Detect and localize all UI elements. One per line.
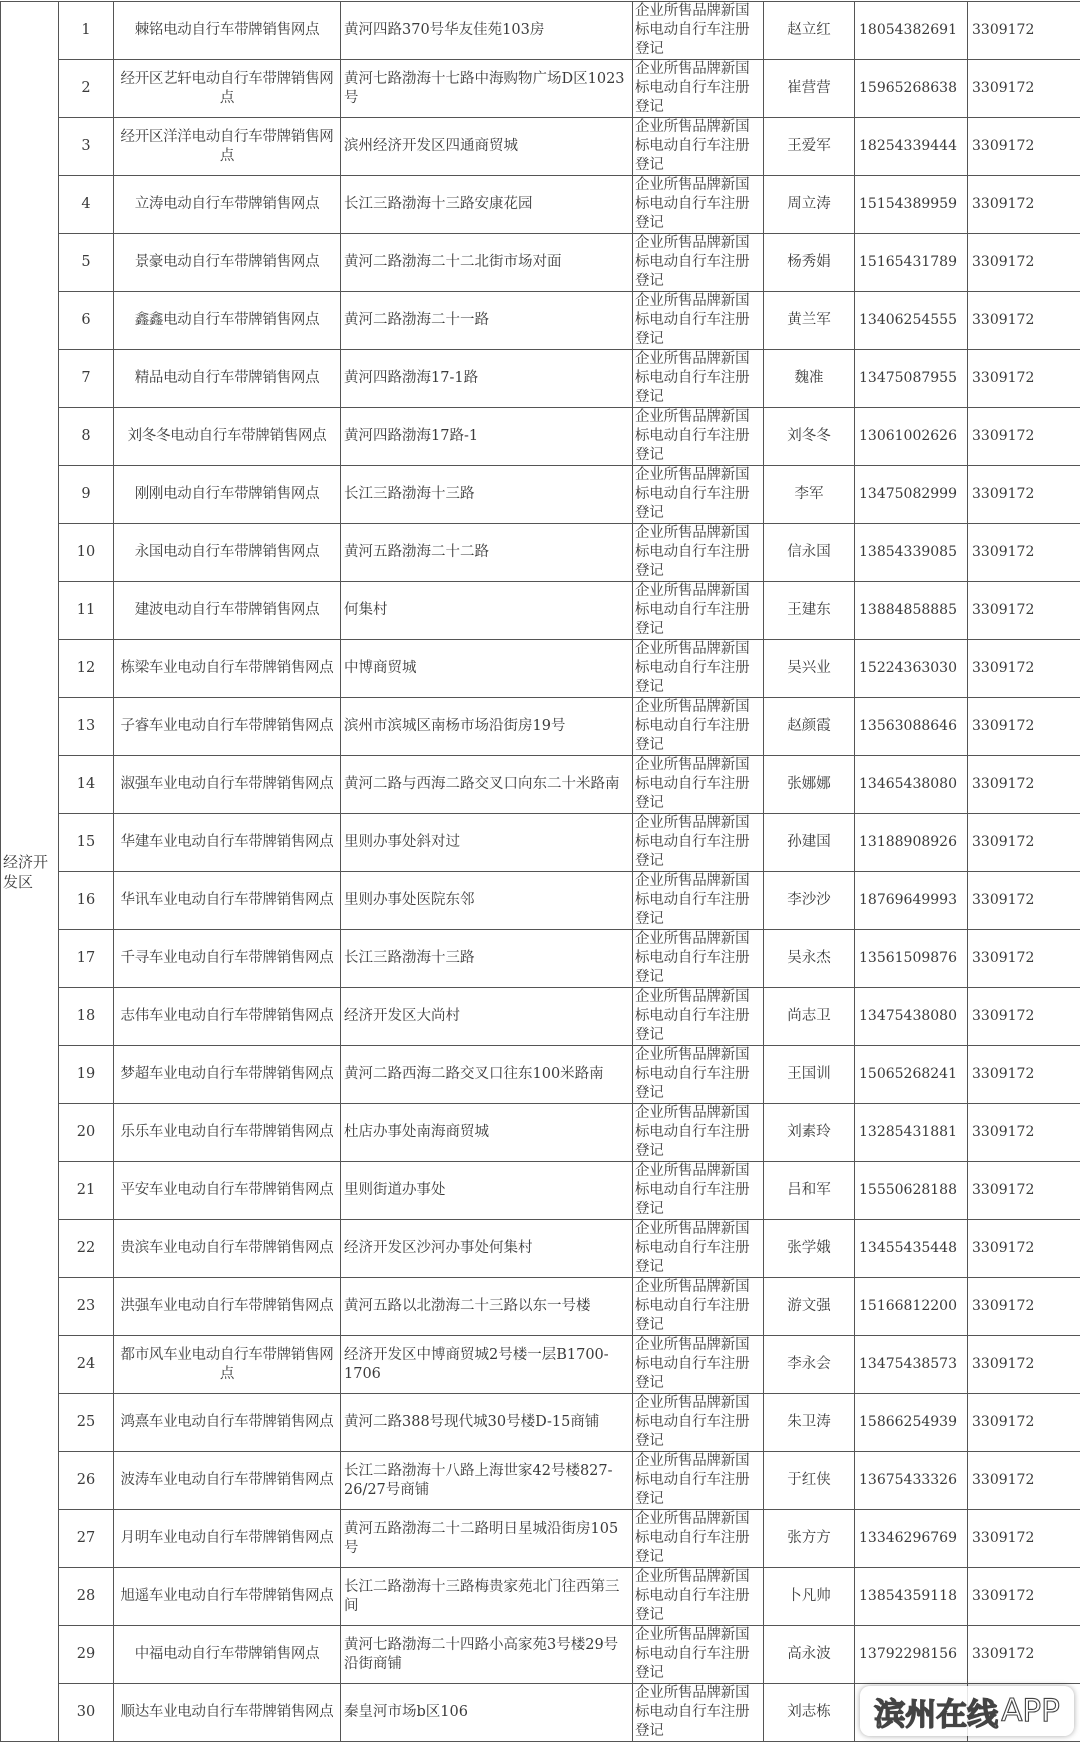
registration-type-cell: 企业所售品牌新国标电动自行车注册登记 (633, 1104, 764, 1162)
address-cell: 黄河四路370号华友佳苑103房 (341, 2, 633, 60)
contact-person-cell: 尚志卫 (764, 988, 855, 1046)
phone-cell: 13561509876 (855, 930, 968, 988)
row-number-cell: 23 (59, 1278, 114, 1336)
row-number-cell: 1 (59, 2, 114, 60)
address-cell: 中博商贸城 (341, 640, 633, 698)
table-row (1, 1510, 1080, 1568)
code-cell: 3309172 (968, 1452, 1080, 1510)
table-row (1, 1452, 1080, 1510)
table-row (1, 234, 1080, 292)
code-cell: 3309172 (968, 1104, 1080, 1162)
phone-cell: 13675433326 (855, 1452, 968, 1510)
contact-person-cell: 王国训 (764, 1046, 855, 1104)
address-cell: 长江三路渤海十三路安康花园 (341, 176, 633, 234)
row-number-cell: 7 (59, 350, 114, 408)
shop-name-cell: 洪强车业电动自行车带牌销售网点 (114, 1278, 341, 1336)
phone-cell: 13792298156 (855, 1626, 968, 1684)
row-number-cell: 22 (59, 1220, 114, 1278)
shop-name-cell: 千寻车业电动自行车带牌销售网点 (114, 930, 341, 988)
row-number-cell: 4 (59, 176, 114, 234)
table-row (1, 350, 1080, 408)
shop-name-cell: 经开区艺轩电动自行车带牌销售网点 (114, 60, 341, 118)
phone-cell: 13061002626 (855, 408, 968, 466)
code-cell: 3309172 (968, 118, 1080, 176)
code-cell: 3309172 (968, 1336, 1080, 1394)
address-cell: 里则办事处医院东邻 (341, 872, 633, 930)
phone-cell: 13854359118 (855, 1568, 968, 1626)
phone-cell: 15965268638 (855, 60, 968, 118)
phone-cell: 18254339444 (855, 118, 968, 176)
registration-type-cell: 企业所售品牌新国标电动自行车注册登记 (633, 988, 764, 1046)
address-cell: 长江三路渤海十三路 (341, 930, 633, 988)
watermark-brand: 滨州在线 (874, 1696, 999, 1733)
phone-cell: 13475438573 (855, 1336, 968, 1394)
code-cell: 3309172 (968, 1278, 1080, 1336)
contact-person-cell: 吴兴业 (764, 640, 855, 698)
code-cell: 3309172 (968, 1162, 1080, 1220)
registration-type-cell: 企业所售品牌新国标电动自行车注册登记 (633, 176, 764, 234)
address-cell: 滨州市滨城区南杨市场沿街房19号 (341, 698, 633, 756)
registration-type-cell: 企业所售品牌新国标电动自行车注册登记 (633, 1336, 764, 1394)
row-number-cell: 16 (59, 872, 114, 930)
row-number-cell: 18 (59, 988, 114, 1046)
contact-person-cell: 刘素玲 (764, 1104, 855, 1162)
address-cell: 黄河七路渤海十七路中海购物广场D区1023号 (341, 60, 633, 118)
code-cell: 3309172 (968, 640, 1080, 698)
code-cell: 3309172 (968, 466, 1080, 524)
row-number-cell: 27 (59, 1510, 114, 1568)
registration-type-cell: 企业所售品牌新国标电动自行车注册登记 (633, 930, 764, 988)
table-row (1, 176, 1080, 234)
code-cell: 3309172 (968, 1626, 1080, 1684)
code-cell: 3309172 (968, 1220, 1080, 1278)
shop-name-cell: 栋梁车业电动自行车带牌销售网点 (114, 640, 341, 698)
registration-type-cell: 企业所售品牌新国标电动自行车注册登记 (633, 1220, 764, 1278)
registration-type-cell: 企业所售品牌新国标电动自行车注册登记 (633, 60, 764, 118)
phone-cell: 13188908926 (855, 814, 968, 872)
contact-person-cell: 李沙沙 (764, 872, 855, 930)
code-cell: 3309172 (968, 176, 1080, 234)
shop-name-cell: 精品电动自行车带牌销售网点 (114, 350, 341, 408)
code-cell: 3309172 (968, 234, 1080, 292)
table-row (1, 1626, 1080, 1684)
code-cell: 3309172 (968, 930, 1080, 988)
contact-person-cell: 赵颜霞 (764, 698, 855, 756)
contact-person-cell: 信永国 (764, 524, 855, 582)
table-row (1, 60, 1080, 118)
dealer-table-body (1, 2, 1080, 1742)
row-number-cell: 6 (59, 292, 114, 350)
phone-cell: 15866254939 (855, 1394, 968, 1452)
table-row (1, 1046, 1080, 1104)
address-cell: 里则街道办事处 (341, 1162, 633, 1220)
address-cell: 何集村 (341, 582, 633, 640)
contact-person-cell: 周立涛 (764, 176, 855, 234)
contact-person-cell: 高永波 (764, 1626, 855, 1684)
contact-person-cell: 赵立红 (764, 2, 855, 60)
registration-type-cell: 企业所售品牌新国标电动自行车注册登记 (633, 2, 764, 60)
address-cell: 长江二路渤海十八路上海世家42号楼827-26/27号商铺 (341, 1452, 633, 1510)
shop-name-cell: 刘冬冬电动自行车带牌销售网点 (114, 408, 341, 466)
table-row (1, 466, 1080, 524)
address-cell: 杜店办事处南海商贸城 (341, 1104, 633, 1162)
code-cell: 3309172 (968, 60, 1080, 118)
phone-cell: 13346296769 (855, 1510, 968, 1568)
address-cell: 黄河二路与西海二路交叉口向东二十米路南 (341, 756, 633, 814)
address-cell: 黄河七路渤海二十四路小高家苑3号楼29号沿街商铺 (341, 1626, 633, 1684)
phone-cell: 13475438080 (855, 988, 968, 1046)
code-cell: 3309172 (968, 1394, 1080, 1452)
table-row (1, 1220, 1080, 1278)
registration-type-cell: 企业所售品牌新国标电动自行车注册登记 (633, 524, 764, 582)
phone-cell: 15154389959 (855, 176, 968, 234)
registration-type-cell: 企业所售品牌新国标电动自行车注册登记 (633, 1568, 764, 1626)
row-number-cell: 17 (59, 930, 114, 988)
code-cell: 3309172 (968, 350, 1080, 408)
registration-type-cell: 企业所售品牌新国标电动自行车注册登记 (633, 814, 764, 872)
contact-person-cell: 黄兰军 (764, 292, 855, 350)
code-cell: 3309172 (968, 698, 1080, 756)
address-cell: 黄河五路以北渤海二十三路以东一号楼 (341, 1278, 633, 1336)
code-cell: 3309172 (968, 408, 1080, 466)
shop-name-cell: 月明车业电动自行车带牌销售网点 (114, 1510, 341, 1568)
contact-person-cell: 李永会 (764, 1336, 855, 1394)
shop-name-cell: 顺达车业电动自行车带牌销售网点 (114, 1684, 341, 1742)
address-cell: 经济开发区沙河办事处何集村 (341, 1220, 633, 1278)
registration-type-cell: 企业所售品牌新国标电动自行车注册登记 (633, 872, 764, 930)
shop-name-cell: 华讯车业电动自行车带牌销售网点 (114, 872, 341, 930)
shop-name-cell: 鑫鑫电动自行车带牌销售网点 (114, 292, 341, 350)
shop-name-cell: 贵滨车业电动自行车带牌销售网点 (114, 1220, 341, 1278)
registration-type-cell: 企业所售品牌新国标电动自行车注册登记 (633, 1626, 764, 1684)
address-cell: 黄河二路渤海二十二北街市场对面 (341, 234, 633, 292)
phone-cell: 13285431881 (855, 1104, 968, 1162)
table-row (1, 988, 1080, 1046)
address-cell: 黄河四路渤海17路-1 (341, 408, 633, 466)
row-number-cell: 20 (59, 1104, 114, 1162)
contact-person-cell: 卜凡帅 (764, 1568, 855, 1626)
table-row (1, 872, 1080, 930)
table-row (1, 582, 1080, 640)
address-cell: 里则办事处斜对过 (341, 814, 633, 872)
shop-name-cell: 棘铭电动自行车带牌销售网点 (114, 2, 341, 60)
address-cell: 秦皇河市场b区106 (341, 1684, 633, 1742)
dealer-table (0, 1, 1080, 1742)
watermark-suffix: APP (1001, 1693, 1060, 1729)
code-cell: 3309172 (968, 582, 1080, 640)
phone-cell: 13465438080 (855, 756, 968, 814)
address-cell: 黄河二路388号现代城30号楼D-15商铺 (341, 1394, 633, 1452)
address-cell: 黄河二路渤海二十一路 (341, 292, 633, 350)
phone-cell: 13475087955 (855, 350, 968, 408)
code-cell: 3309172 (968, 1568, 1080, 1626)
shop-name-cell: 都市风车业电动自行车带牌销售网点 (114, 1336, 341, 1394)
address-cell: 经济开发区中博商贸城2号楼一层B1700-1706 (341, 1336, 633, 1394)
registration-type-cell: 企业所售品牌新国标电动自行车注册登记 (633, 292, 764, 350)
shop-name-cell: 景豪电动自行车带牌销售网点 (114, 234, 341, 292)
phone-cell: 15166812200 (855, 1278, 968, 1336)
shop-name-cell: 子睿车业电动自行车带牌销售网点 (114, 698, 341, 756)
registration-type-cell: 企业所售品牌新国标电动自行车注册登记 (633, 1394, 764, 1452)
contact-person-cell: 吴永杰 (764, 930, 855, 988)
registration-type-cell: 企业所售品牌新国标电动自行车注册登记 (633, 118, 764, 176)
registration-type-cell: 企业所售品牌新国标电动自行车注册登记 (633, 1510, 764, 1568)
registration-type-cell: 企业所售品牌新国标电动自行车注册登记 (633, 698, 764, 756)
code-cell: 3309172 (968, 2, 1080, 60)
code-cell: 3309172 (968, 756, 1080, 814)
registration-type-cell: 企业所售品牌新国标电动自行车注册登记 (633, 466, 764, 524)
contact-person-cell: 刘冬冬 (764, 408, 855, 466)
phone-cell: 18769649993 (855, 872, 968, 930)
registration-type-cell: 企业所售品牌新国标电动自行车注册登记 (633, 1452, 764, 1510)
row-number-cell: 12 (59, 640, 114, 698)
shop-name-cell: 建波电动自行车带牌销售网点 (114, 582, 341, 640)
row-number-cell: 14 (59, 756, 114, 814)
address-cell: 黄河五路渤海二十二路明日星城沿街房105号 (341, 1510, 633, 1568)
registration-type-cell: 企业所售品牌新国标电动自行车注册登记 (633, 582, 764, 640)
shop-name-cell: 经开区洋洋电动自行车带牌销售网点 (114, 118, 341, 176)
contact-person-cell: 王建东 (764, 582, 855, 640)
address-cell: 黄河二路西海二路交叉口往东100米路南 (341, 1046, 633, 1104)
registration-type-cell: 企业所售品牌新国标电动自行车注册登记 (633, 234, 764, 292)
registration-type-cell: 企业所售品牌新国标电动自行车注册登记 (633, 1046, 764, 1104)
address-cell: 黄河四路渤海17-1路 (341, 350, 633, 408)
address-cell: 滨州经济开发区四通商贸城 (341, 118, 633, 176)
shop-name-cell: 永国电动自行车带牌销售网点 (114, 524, 341, 582)
shop-name-cell: 平安车业电动自行车带牌销售网点 (114, 1162, 341, 1220)
phone-cell: 15550628188 (855, 1162, 968, 1220)
row-number-cell: 30 (59, 1684, 114, 1742)
row-number-cell: 2 (59, 60, 114, 118)
shop-name-cell: 立涛电动自行车带牌销售网点 (114, 176, 341, 234)
row-number-cell: 21 (59, 1162, 114, 1220)
row-number-cell: 5 (59, 234, 114, 292)
row-number-cell: 19 (59, 1046, 114, 1104)
contact-person-cell: 吕和军 (764, 1162, 855, 1220)
row-number-cell: 3 (59, 118, 114, 176)
row-number-cell: 11 (59, 582, 114, 640)
code-cell: 3309172 (968, 814, 1080, 872)
contact-person-cell: 魏准 (764, 350, 855, 408)
registration-type-cell: 企业所售品牌新国标电动自行车注册登记 (633, 1278, 764, 1336)
contact-person-cell: 刘志栋 (764, 1684, 855, 1742)
shop-name-cell: 鸿熹车业电动自行车带牌销售网点 (114, 1394, 341, 1452)
table-row (1, 930, 1080, 988)
contact-person-cell: 孙建国 (764, 814, 855, 872)
shop-name-cell: 淑强车业电动自行车带牌销售网点 (114, 756, 341, 814)
shop-name-cell: 乐乐车业电动自行车带牌销售网点 (114, 1104, 341, 1162)
shop-name-cell: 志伟车业电动自行车带牌销售网点 (114, 988, 341, 1046)
row-number-cell: 25 (59, 1394, 114, 1452)
row-number-cell: 13 (59, 698, 114, 756)
table-row (1, 814, 1080, 872)
contact-person-cell: 张学娥 (764, 1220, 855, 1278)
table-row (1, 756, 1080, 814)
shop-name-cell: 梦超车业电动自行车带牌销售网点 (114, 1046, 341, 1104)
phone-cell: 15065268241 (855, 1046, 968, 1104)
row-number-cell: 29 (59, 1626, 114, 1684)
registration-type-cell: 企业所售品牌新国标电动自行车注册登记 (633, 1684, 764, 1742)
contact-person-cell: 李军 (764, 466, 855, 524)
row-number-cell: 8 (59, 408, 114, 466)
table-row (1, 524, 1080, 582)
contact-person-cell: 张方方 (764, 1510, 855, 1568)
phone-cell: 13854339085 (855, 524, 968, 582)
contact-person-cell: 王爱军 (764, 118, 855, 176)
phone-cell: 18054382691 (855, 2, 968, 60)
registration-type-cell: 企业所售品牌新国标电动自行车注册登记 (633, 756, 764, 814)
contact-person-cell: 张娜娜 (764, 756, 855, 814)
registration-type-cell: 企业所售品牌新国标电动自行车注册登记 (633, 640, 764, 698)
table-row (1, 1568, 1080, 1626)
phone-cell: 13884858885 (855, 582, 968, 640)
shop-name-cell: 波涛车业电动自行车带牌销售网点 (114, 1452, 341, 1510)
table-row (1, 1104, 1080, 1162)
watermark-logo (860, 1686, 1074, 1736)
table-row (1, 640, 1080, 698)
phone-cell: 13406254555 (855, 292, 968, 350)
region-cell: 经济开发区 (1, 2, 59, 1742)
code-cell: 3309172 (968, 1510, 1080, 1568)
code-cell: 3309172 (968, 292, 1080, 350)
table-row (1, 698, 1080, 756)
code-cell: 3309172 (968, 1046, 1080, 1104)
address-cell: 黄河五路渤海二十二路 (341, 524, 633, 582)
row-number-cell: 28 (59, 1568, 114, 1626)
registration-type-cell: 企业所售品牌新国标电动自行车注册登记 (633, 1162, 764, 1220)
contact-person-cell: 于红侠 (764, 1452, 855, 1510)
phone-cell: 15224363030 (855, 640, 968, 698)
table-row (1, 408, 1080, 466)
address-cell: 经济开发区大尚村 (341, 988, 633, 1046)
table-row (1, 1336, 1080, 1394)
code-cell: 3309172 (968, 524, 1080, 582)
table-row (1, 118, 1080, 176)
table-row (1, 1162, 1080, 1220)
registration-type-cell: 企业所售品牌新国标电动自行车注册登记 (633, 350, 764, 408)
code-cell: 3309172 (968, 872, 1080, 930)
phone-cell: 13475082999 (855, 466, 968, 524)
table-row (1, 2, 1080, 60)
row-number-cell: 10 (59, 524, 114, 582)
contact-person-cell: 朱卫涛 (764, 1394, 855, 1452)
row-number-cell: 9 (59, 466, 114, 524)
row-number-cell: 15 (59, 814, 114, 872)
phone-cell: 13563088646 (855, 698, 968, 756)
row-number-cell: 26 (59, 1452, 114, 1510)
registration-type-cell: 企业所售品牌新国标电动自行车注册登记 (633, 408, 764, 466)
contact-person-cell: 游文强 (764, 1278, 855, 1336)
table-row (1, 1394, 1080, 1452)
phone-cell: 13455435448 (855, 1220, 968, 1278)
shop-name-cell: 旭遥车业电动自行车带牌销售网点 (114, 1568, 341, 1626)
address-cell: 长江三路渤海十三路 (341, 466, 633, 524)
row-number-cell: 24 (59, 1336, 114, 1394)
shop-name-cell: 刚刚电动自行车带牌销售网点 (114, 466, 341, 524)
address-cell: 长江二路渤海十三路梅贵家苑北门往西第三间 (341, 1568, 633, 1626)
contact-person-cell: 杨秀娟 (764, 234, 855, 292)
phone-cell: 15165431789 (855, 234, 968, 292)
code-cell: 3309172 (968, 988, 1080, 1046)
shop-name-cell: 中福电动自行车带牌销售网点 (114, 1626, 341, 1684)
table-row (1, 292, 1080, 350)
shop-name-cell: 华建车业电动自行车带牌销售网点 (114, 814, 341, 872)
table-row (1, 1278, 1080, 1336)
contact-person-cell: 崔营营 (764, 60, 855, 118)
